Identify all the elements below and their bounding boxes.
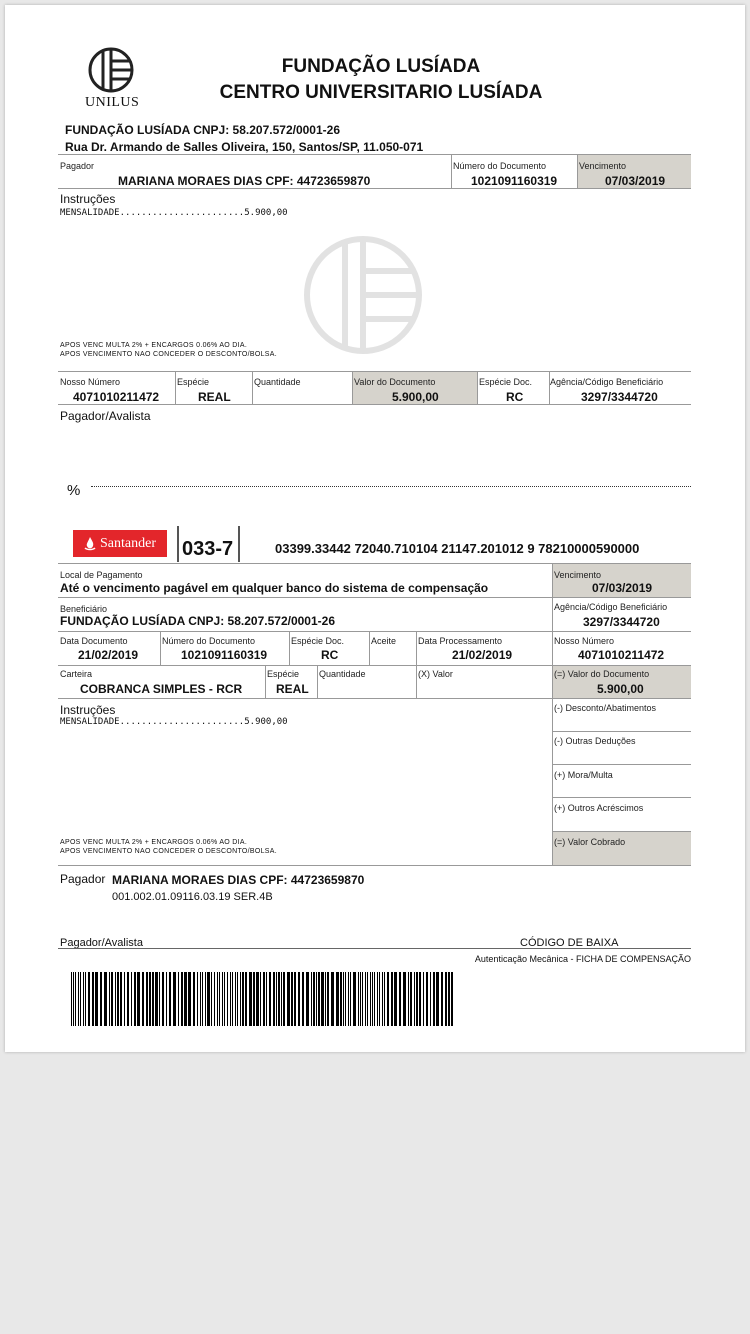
divider [58, 404, 691, 405]
barcode-bar [260, 972, 261, 1026]
divider [577, 155, 578, 188]
barcode-bar [266, 972, 267, 1026]
divider [58, 665, 691, 666]
header-title-1: FUNDAÇÃO LUSÍADA [281, 56, 481, 77]
agencia-value: 3297/3344720 [581, 390, 658, 404]
divider [317, 666, 318, 698]
local-label: Local de Pagamento [60, 570, 143, 580]
barcode-bar [287, 972, 290, 1026]
barcode-bar [235, 972, 236, 1026]
divider [416, 632, 417, 665]
data-doc-value: 21/02/2019 [78, 648, 139, 662]
codigo-baixa-label: CÓDIGO DE BAIXA [520, 937, 619, 949]
barcode-bar [71, 972, 72, 1026]
barcode-bar [127, 972, 129, 1026]
barcode-bar [365, 972, 366, 1026]
outras-deducoes-label: (-) Outras Deduções [554, 736, 636, 746]
barcode-bar [316, 972, 317, 1026]
barcode-bar [294, 972, 296, 1026]
instrucoes-text: MENSALIDADE.......................5.900,00 [60, 208, 288, 218]
barcode-bar [448, 972, 450, 1026]
barcode-bar [109, 972, 110, 1026]
barcode-bar [391, 972, 393, 1026]
barcode-bar [263, 972, 265, 1026]
slip-valor-doc-value: 5.900,00 [597, 682, 644, 696]
barcode-bar [117, 972, 119, 1026]
barcode-bar [306, 972, 309, 1026]
quantidade-label: Quantidade [254, 377, 301, 387]
barcode-bar [370, 972, 371, 1026]
pagador-label: Pagador [60, 161, 95, 171]
slip-especie-doc-value: RC [321, 648, 339, 662]
barcode-bar [211, 972, 212, 1026]
slip-especie-value: REAL [276, 682, 309, 696]
vencimento-label: Vencimento [579, 161, 627, 171]
barcode-bar [445, 972, 447, 1026]
slip-instrucoes-label: Instruções [60, 703, 116, 717]
vencimento-value: 07/03/2019 [605, 174, 666, 188]
barcode-bar [318, 972, 320, 1026]
barcode-bar [403, 972, 406, 1026]
valor-doc-label: Valor do Documento [354, 377, 436, 387]
slip-agencia-value: 3297/3344720 [583, 615, 660, 629]
slip-instrucoes-text: MENSALIDADE.......................5.900,00 [60, 717, 288, 727]
barcode-bar [426, 972, 428, 1026]
outros-acrescimos-label: (+) Outros Acréscimos [554, 803, 644, 813]
barcode-bar [169, 972, 171, 1026]
barcode-bar [242, 972, 244, 1026]
barcode-bar [343, 972, 344, 1026]
barcode-bar [253, 972, 255, 1026]
barcode-bar [100, 972, 102, 1026]
barcode-bar [269, 972, 271, 1026]
slip-vencimento-label: Vencimento [554, 570, 602, 580]
divider [553, 731, 691, 732]
barcode-bar [387, 972, 389, 1026]
barcode-bar [325, 972, 326, 1026]
divider [58, 698, 691, 699]
barcode-bar [73, 972, 74, 1026]
barcode-bar [433, 972, 435, 1026]
barcode-bar [423, 972, 424, 1026]
slip-num-doc-label: Número do Documento [162, 636, 256, 646]
divider [58, 631, 691, 632]
divider [238, 526, 240, 562]
divider [160, 632, 161, 665]
barcode-bar [219, 972, 220, 1026]
barcode-bar [227, 972, 228, 1026]
barcode-bar [245, 972, 247, 1026]
slip-nosso-numero-value: 4071010211472 [578, 648, 665, 662]
barcode-bar [92, 972, 94, 1026]
barcode-bar [419, 972, 421, 1026]
barcode-bar [95, 972, 98, 1026]
barcode-bar [358, 972, 359, 1026]
receipt-note-2: APOS VENCIMENTO NAO CONCEDER O DESCONTO/BOLSA. [60, 351, 277, 358]
divider [552, 564, 553, 866]
header-title-2: CENTRO UNIVERSITARIO LUSÍADA [219, 82, 543, 103]
barcode-bar [281, 972, 282, 1026]
barcode-bar [377, 972, 378, 1026]
instrucoes-label: Instruções [60, 192, 116, 206]
especie-value: REAL [198, 390, 231, 404]
barcode-bar [336, 972, 339, 1026]
barcode-bar [379, 972, 380, 1026]
logo-text: UNILUS [85, 95, 140, 110]
barcode-bar [173, 972, 176, 1026]
divider [58, 597, 691, 598]
barcode-bar [283, 972, 285, 1026]
barcode-bar [249, 972, 252, 1026]
barcode-bar [78, 972, 79, 1026]
barcode-bar [394, 972, 397, 1026]
slip-valor-doc-label: (=) Valor do Documento [554, 669, 650, 679]
divider [352, 372, 353, 404]
address-line: Rua Dr. Armando de Salles Oliveira, 150, Santos/SP, 11.050-071 [65, 140, 424, 154]
barcode-bar [75, 972, 76, 1026]
unilus-logo-icon [83, 45, 143, 95]
aceite-label: Aceite [371, 636, 397, 646]
barcode-bar [348, 972, 349, 1026]
divider [265, 666, 266, 698]
watermark-logo-icon [301, 233, 425, 357]
num-doc-label: Número do Documento [453, 161, 547, 171]
barcode-bar [311, 972, 312, 1026]
divider [252, 372, 253, 404]
barcode-bar [240, 972, 241, 1026]
especie-doc-label: Espécie Doc. [479, 377, 533, 387]
num-doc-value: 1021091160319 [471, 174, 558, 188]
barcode-bar [278, 972, 280, 1026]
slip-vencimento-value: 07/03/2019 [592, 581, 653, 595]
barcode-bar [115, 972, 116, 1026]
carteira-label: Carteira [60, 669, 93, 679]
barcode-bar [137, 972, 140, 1026]
barcode-bar [313, 972, 315, 1026]
divider [553, 797, 691, 798]
slip-pagador-label: Pagador [60, 872, 106, 886]
barcode-bar [104, 972, 107, 1026]
divider [416, 666, 417, 698]
barcode-bar [80, 972, 81, 1026]
autenticacao-label: Autenticação Mecânica - FICHA DE COMPENSAÇÃO [474, 954, 691, 964]
barcode-bar [276, 972, 277, 1026]
nosso-numero-label: Nosso Número [60, 377, 121, 387]
slip-especie-label: Espécie [267, 669, 300, 679]
santander-logo [73, 530, 167, 557]
divider [477, 372, 478, 404]
barcode-bar [350, 972, 351, 1026]
barcode-bar [131, 972, 132, 1026]
barcode-bar [197, 972, 198, 1026]
barcode [71, 972, 453, 1026]
barcode-bar [256, 972, 259, 1026]
divider [369, 632, 370, 665]
barcode-bar [230, 972, 231, 1026]
divider [175, 372, 176, 404]
barcode-bar [441, 972, 443, 1026]
barcode-bar [120, 972, 122, 1026]
data-doc-label: Data Documento [60, 636, 128, 646]
barcode-bar [146, 972, 148, 1026]
barcode-bar [298, 972, 300, 1026]
slip-note-2: APOS VENCIMENTO NAO CONCEDER O DESCONTO/BOLSA. [60, 848, 277, 855]
barcode-bar [111, 972, 113, 1026]
especie-doc-value: RC [506, 390, 524, 404]
pagador-value: MARIANA MORAES DIAS CPF: 44723659870 [118, 174, 371, 188]
bank-name: Santander [100, 535, 156, 551]
barcode-bar [273, 972, 275, 1026]
barcode-bar [345, 972, 346, 1026]
barcode-bar [207, 972, 210, 1026]
slip-num-doc-value: 1021091160319 [181, 648, 268, 662]
barcode-bar [155, 972, 158, 1026]
desconto-label: (-) Desconto/Abatimentos [554, 703, 657, 713]
barcode-bar [142, 972, 144, 1026]
barcode-bar [291, 972, 293, 1026]
barcode-bar [188, 972, 191, 1026]
barcode-bar [408, 972, 409, 1026]
barcode-bar [451, 972, 453, 1026]
barcode-bar [416, 972, 418, 1026]
cut-line [91, 486, 691, 487]
beneficiario-value: FUNDAÇÃO LUSÍADA CNPJ: 58.207.572/0001-26 [60, 614, 335, 628]
mora-label: (+) Mora/Multa [554, 770, 613, 780]
barcode-bar [414, 972, 415, 1026]
barcode-bar [149, 972, 151, 1026]
barcode-bar [124, 972, 125, 1026]
divider [451, 155, 452, 188]
barcode-bar [367, 972, 368, 1026]
barcode-bar [134, 972, 136, 1026]
avalista-label: Pagador/Avalista [60, 409, 151, 423]
barcode-bar [360, 972, 361, 1026]
barcode-bar [184, 972, 187, 1026]
slip-especie-doc-label: Espécie Doc. [291, 636, 345, 646]
x-valor-label: (X) Valor [418, 669, 453, 679]
barcode-bar [372, 972, 373, 1026]
barcode-bar [83, 972, 84, 1026]
slip-pagador-line2: 001.002.01.09116.03.19 SER.4B [112, 891, 273, 903]
valor-doc-value: 5.900,00 [392, 390, 439, 404]
agencia-label: Agência/Código Beneficiário [550, 377, 664, 387]
slip-pagador-value: MARIANA MORAES DIAS CPF: 44723659870 [112, 873, 365, 887]
barcode-bar [331, 972, 334, 1026]
nosso-numero-value: 4071010211472 [73, 390, 160, 404]
divider [553, 831, 691, 832]
divider [58, 948, 691, 949]
valor-cobrado-label: (=) Valor Cobrado [554, 837, 626, 847]
local-value: Até o vencimento pagável em qualquer banco do sistema de compensação [60, 581, 489, 595]
bank-code: 033-7 [182, 538, 234, 560]
company-line: FUNDAÇÃO LUSÍADA CNPJ: 58.207.572/0001-26 [65, 123, 340, 137]
divider [177, 526, 179, 562]
barcode-bar [327, 972, 329, 1026]
especie-label: Espécie [177, 377, 210, 387]
barcode-bar [340, 972, 342, 1026]
slip-avalista-label: Pagador/Avalista [60, 937, 143, 949]
receipt-note-1: APOS VENC MULTA 2% + ENCARGOS 0.06% AO DIA. [60, 342, 248, 349]
divider [553, 764, 691, 765]
barcode-bar [178, 972, 179, 1026]
santander-flame-icon [84, 537, 96, 551]
barcode-bar [353, 972, 356, 1026]
barcode-bar [85, 972, 86, 1026]
barcode-bar [232, 972, 233, 1026]
barcode-bar [166, 972, 167, 1026]
barcode-bar [430, 972, 431, 1026]
slip-agencia-label: Agência/Código Beneficiário [554, 602, 668, 612]
cut-symbol: % [67, 482, 81, 499]
barcode-bar [217, 972, 218, 1026]
boleto-page [5, 5, 745, 1052]
carteira-value: COBRANCA SIMPLES - RCR [80, 682, 243, 696]
barcode-bar [399, 972, 401, 1026]
barcode-bar [237, 972, 238, 1026]
barcode-bar [222, 972, 223, 1026]
slip-quantidade-label: Quantidade [319, 669, 366, 679]
barcode-bar [302, 972, 304, 1026]
barcode-bar [162, 972, 164, 1026]
linha-digitavel: 03399.33442 72040.710104 21147.201012 9 78210000590000 [275, 541, 640, 556]
barcode-bar [382, 972, 383, 1026]
divider [58, 865, 691, 866]
barcode-bar [224, 972, 225, 1026]
barcode-bar [152, 972, 154, 1026]
data-proc-value: 21/02/2019 [452, 648, 513, 662]
barcode-bar [436, 972, 439, 1026]
unilus-logo [83, 45, 143, 115]
slip-note-1: APOS VENC MULTA 2% + ENCARGOS 0.06% AO DIA. [60, 839, 248, 846]
barcode-bar [202, 972, 203, 1026]
data-proc-label: Data Processamento [418, 636, 503, 646]
barcode-bar [181, 972, 183, 1026]
barcode-bar [214, 972, 215, 1026]
beneficiario-label: Beneficiário [60, 604, 108, 614]
slip-nosso-numero-label: Nosso Número [554, 636, 615, 646]
barcode-bar [88, 972, 90, 1026]
barcode-bar [374, 972, 375, 1026]
barcode-bar [193, 972, 195, 1026]
barcode-bar [205, 972, 206, 1026]
barcode-bar [384, 972, 385, 1026]
barcode-bar [410, 972, 412, 1026]
barcode-bar [362, 972, 363, 1026]
barcode-bar [321, 972, 324, 1026]
divider [58, 188, 691, 189]
barcode-bar [159, 972, 160, 1026]
divider [289, 632, 290, 665]
barcode-bar [200, 972, 201, 1026]
